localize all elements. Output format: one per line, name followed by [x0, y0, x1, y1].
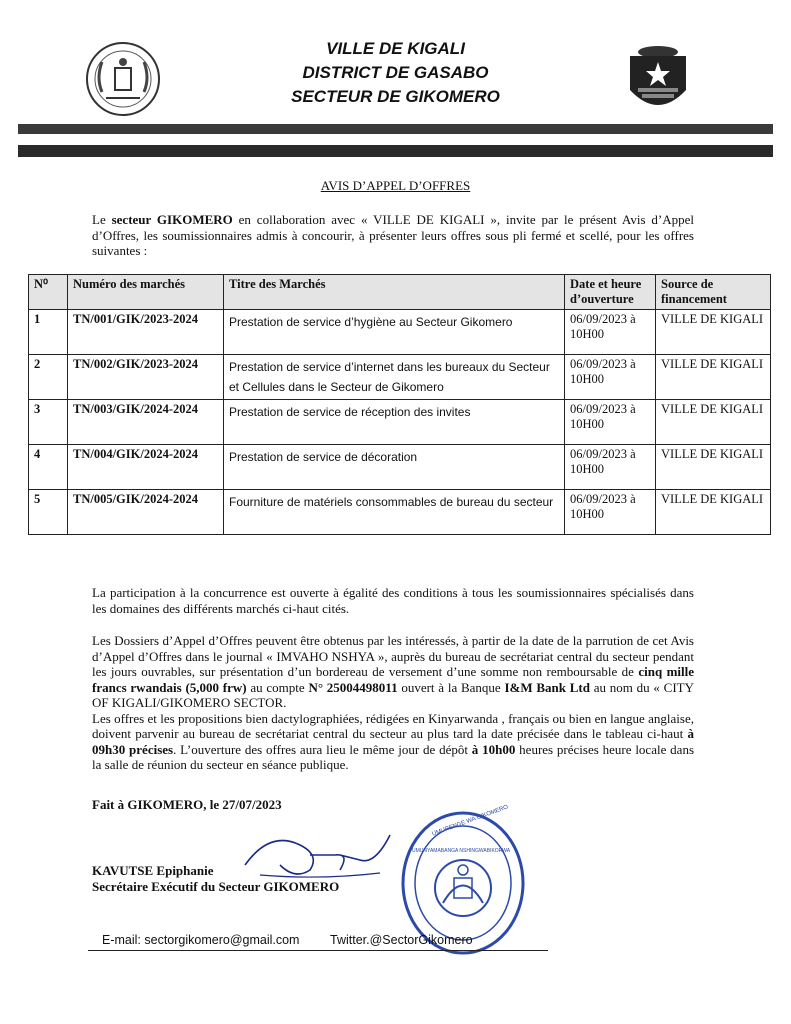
header-divider-top: [18, 124, 773, 134]
table-header-row: [29, 275, 771, 310]
cell-number: 2: [29, 355, 68, 400]
cell-title: Prestation de service de réception des invites: [224, 400, 565, 445]
col-source: Source de financement: [656, 275, 771, 310]
table-row: [29, 310, 771, 355]
col-date: Date et heure d’ouverture: [565, 275, 656, 310]
cell-reference: TN/002/GIK/2023-2024: [68, 355, 224, 400]
col-number: N⁰: [29, 275, 68, 310]
signatory-title: Secrétaire Exécutif du Secteur GIKOMERO: [92, 879, 340, 894]
table-row: [29, 355, 771, 400]
dossiers-paragraph: Les Dossiers d’Appel d’Offres peuvent être obtenus par les intéressés, à partir de la date de la parrution de cet Avis d’Appel d’Offres dans le journal « IMVAHO NSHYA », auprès du bureau de secrétariat central du secteur pendant les jours ouvrables, sur présentation d’un bordereau de versement d’une somme non remboursable de cinq mille francs rwandais (5,000 frw) au compte N° 25004498011 ouvert à la Banque I&M Bank Ltd au nom du « CITY OF KIGALI/GIKOMERO SECTOR. Les offres et les propositions bien dactylographiées, rédigées en Kinyarwanda , français ou bien en langue anglaise, doivent parvenir au bureau de secrétariat central du secteur au plus tard la date précisée dans le tableau ci-haut à 09h30 précises. L’ouverture des offres aura lieu le même jour de dépôt à 10h00 heures précises heure locale dans la salle de réunion du secteur en séance publique.: [92, 633, 695, 772]
cell-date: 06/09/2023 à 10H00: [565, 445, 656, 490]
cell-reference: TN/003/GIK/2024-2024: [68, 400, 224, 445]
header-district: DISTRICT DE GASABO: [302, 63, 489, 82]
table-row: [29, 400, 771, 445]
header-sector: SECTEUR DE GIKOMERO: [291, 87, 500, 106]
cell-number: 4: [29, 445, 68, 490]
header-city: VILLE DE KIGALI: [326, 39, 465, 58]
intro-paragraph: Le secteur GIKOMERO en collaboration avec « VILLE DE KIGALI », invite par le présent Avis d’Appel d’Offres, les soumissionnaires admis à concourir, à présenter leurs offres sous pli fermé et scellé, pour les offres suivantes :: [92, 212, 694, 258]
cell-number: 5: [29, 490, 68, 535]
col-reference: Numéro des marchés: [68, 275, 224, 310]
stamp-top-text: UMURENGE WA GIKOMERO: [431, 804, 510, 838]
cell-reference: TN/004/GIK/2024-2024: [68, 445, 224, 490]
document-subject: AVIS D’APPEL D’OFFRES: [320, 178, 471, 193]
cell-source: VILLE DE KIGALI: [656, 400, 771, 445]
cell-title: Prestation de service d’hygiène au Secteur Gikomero: [224, 310, 565, 355]
cell-title: Fourniture de matériels consommables de bureau du secteur: [224, 490, 565, 535]
stamp-mid-text: UMUNYAMABANGA NSHINGWABIKORWA: [412, 848, 511, 854]
place-date: Fait à GIKOMERO, le 27/07/2023: [92, 797, 282, 812]
participation-paragraph: La participation à la concurrence est ouverte à égalité des conditions à tous les soumissionnaires spécialisés dans les domaines des différents marchés ci-haut cités.: [92, 585, 694, 616]
signature-icon: [240, 825, 400, 885]
cell-reference: TN/005/GIK/2024-2024: [68, 490, 224, 535]
cell-source: VILLE DE KIGALI: [656, 310, 771, 355]
cell-source: VILLE DE KIGALI: [656, 355, 771, 400]
cell-source: VILLE DE KIGALI: [656, 445, 771, 490]
table-row: [29, 490, 771, 535]
col-title: Titre des Marchés: [224, 275, 565, 310]
table-row: [29, 445, 771, 490]
cell-title: Prestation de service de décoration: [224, 445, 565, 490]
cell-date: 06/09/2023 à 10H00: [565, 355, 656, 400]
cell-reference: TN/001/GIK/2023-2024: [68, 310, 224, 355]
footer-divider: [88, 950, 548, 951]
cell-date: 06/09/2023 à 10H00: [565, 400, 656, 445]
header-divider-bottom: [18, 145, 773, 157]
tenders-table: [28, 274, 771, 535]
cell-date: 06/09/2023 à 10H00: [565, 490, 656, 535]
signatory-name: KAVUTSE Epiphanie: [92, 863, 214, 878]
cell-source: VILLE DE KIGALI: [656, 490, 771, 535]
footer-twitter: Twitter.@SectorGikomero: [330, 933, 473, 947]
cell-title: Prestation de service d’internet dans les bureaux du Secteur et Cellules dans le Secteur de Gikomero: [224, 355, 565, 400]
cell-number: 3: [29, 400, 68, 445]
cell-date: 06/09/2023 à 10H00: [565, 310, 656, 355]
cell-number: 1: [29, 310, 68, 355]
footer-email: E-mail: sectorgikomero@gmail.com: [102, 933, 300, 947]
